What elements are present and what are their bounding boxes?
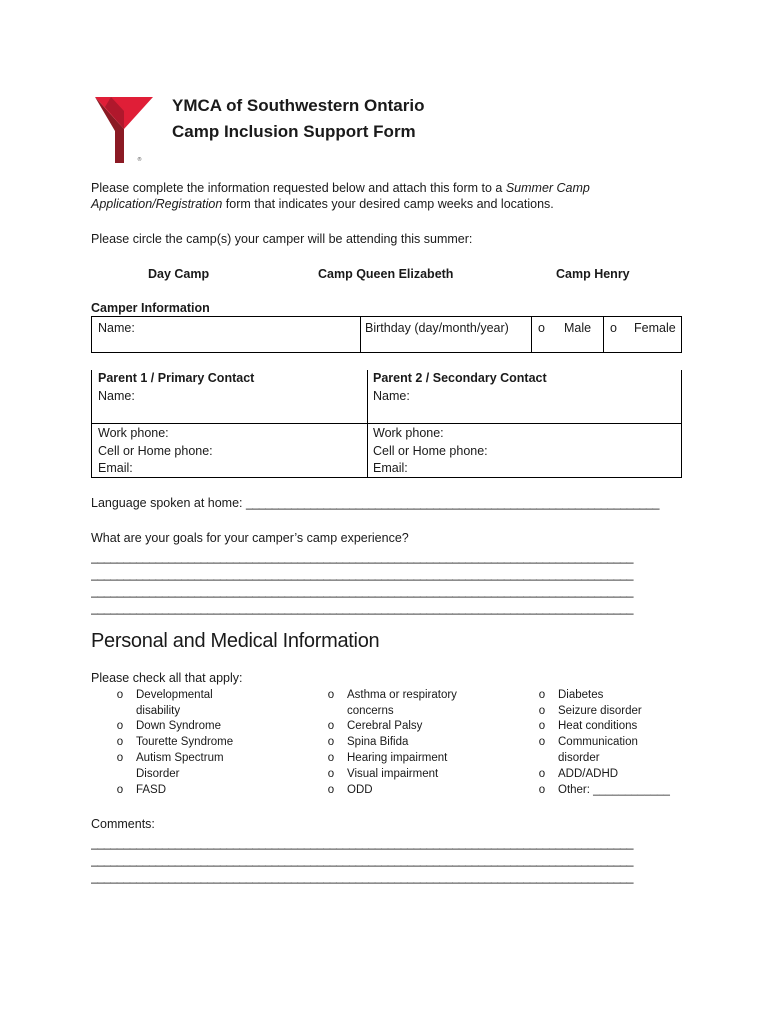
secondary-work-phone-field[interactable]: Work phone:: [373, 426, 444, 440]
camper-info-heading: Camper Information: [91, 301, 210, 315]
primary-name-field[interactable]: Name:: [98, 389, 135, 403]
svg-text:®: ®: [137, 157, 142, 163]
primary-cell-phone-field[interactable]: Cell or Home phone:: [98, 444, 213, 458]
ymca-logo: [93, 95, 155, 167]
language-blank[interactable]: ________________________________________________________________: [245, 496, 659, 510]
secondary-contact-heading: Parent 2 / Secondary Contact: [373, 371, 547, 385]
camper-birthday-field[interactable]: Birthday (day/month/year): [365, 321, 509, 335]
male-checkbox[interactable]: o: [538, 321, 545, 335]
parent-contact-table: [91, 370, 682, 478]
language-label: Language spoken at home:: [91, 496, 246, 510]
comments-line-2[interactable]: ____________________________________________________________________________________: [91, 853, 633, 867]
org-title: YMCA of Southwestern Ontario: [172, 96, 425, 115]
secondary-name-field[interactable]: Name:: [373, 389, 410, 403]
medical-prompt: Please check all that apply:: [91, 671, 243, 685]
female-checkbox[interactable]: o: [610, 321, 617, 335]
camp-henry[interactable]: Camp Henry: [556, 267, 630, 281]
language-field[interactable]: [91, 495, 676, 511]
intro-text: Please complete the information requested below and attach this form to a Summer Camp Application/Registration form that indicates your desired camp weeks and locations.: [91, 181, 590, 211]
form-title: Camp Inclusion Support Form: [172, 122, 416, 141]
goals-line-4[interactable]: ____________________________________________________________________________________: [91, 601, 633, 615]
primary-email-field[interactable]: Email:: [98, 461, 133, 475]
primary-contact-heading: Parent 1 / Primary Contact: [98, 371, 255, 385]
camper-info-table: [91, 316, 682, 353]
female-label: Female: [634, 321, 676, 335]
comments-line-1[interactable]: ____________________________________________________________________________________: [91, 836, 633, 850]
camper-name-field[interactable]: Name:: [98, 321, 135, 335]
secondary-email-field[interactable]: Email:: [373, 461, 408, 475]
secondary-cell-phone-field[interactable]: Cell or Home phone:: [373, 444, 488, 458]
goals-line-1[interactable]: ____________________________________________________________________________________: [91, 550, 633, 564]
goals-line-3[interactable]: ____________________________________________________________________________________: [91, 584, 633, 598]
camp-day-camp[interactable]: Day Camp: [148, 267, 210, 281]
goals-line-2[interactable]: ____________________________________________________________________________________: [91, 567, 633, 581]
comments-label: Comments:: [91, 817, 155, 831]
goals-question: What are your goals for your camper’s camp experience?: [91, 531, 409, 545]
primary-work-phone-field[interactable]: Work phone:: [98, 426, 169, 440]
medical-heading: Personal and Medical Information: [91, 630, 380, 652]
camp-queen-elizabeth[interactable]: Camp Queen Elizabeth: [318, 267, 454, 281]
male-label: Male: [564, 321, 592, 335]
comments-line-3[interactable]: ____________________________________________________________________________________: [91, 870, 633, 884]
circle-prompt: Please circle the camp(s) your camper will be attending this summer:: [91, 232, 473, 246]
